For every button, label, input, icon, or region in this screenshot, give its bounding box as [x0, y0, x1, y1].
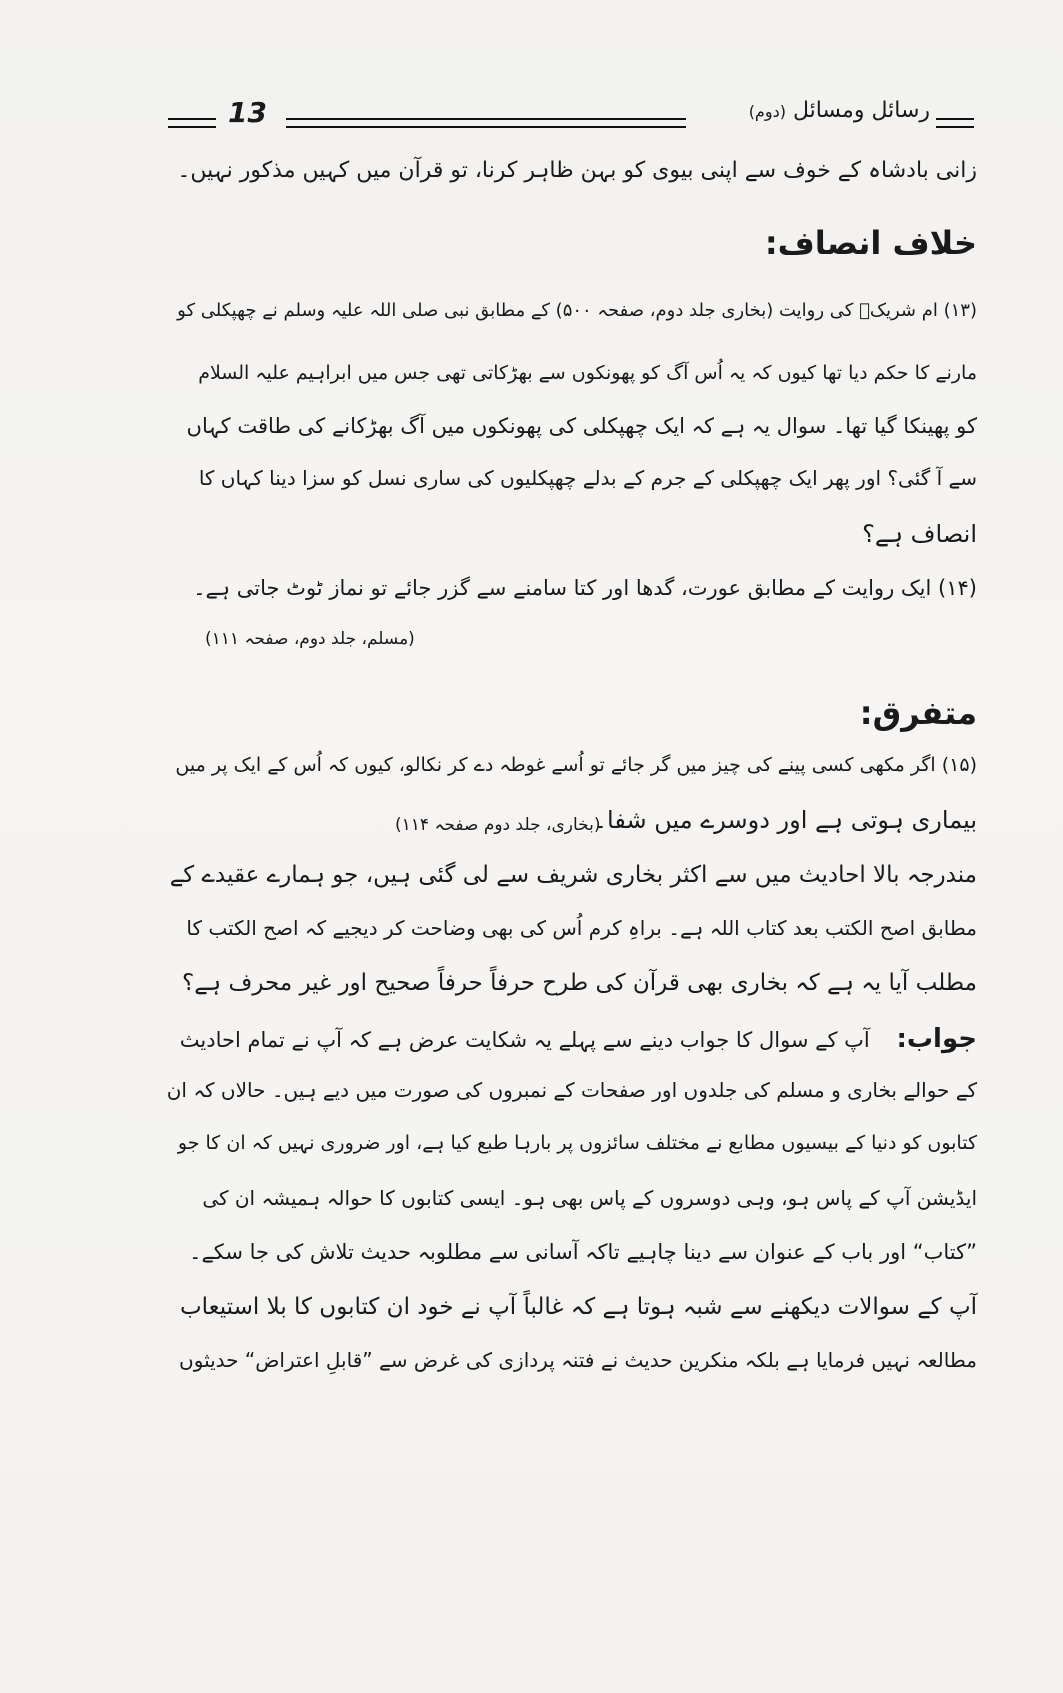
- text-line: آپ کے سوالات دیکھنے سے شبہ ہوتا ہے کہ غالباً آپ نے خود ان کتابوں کا بلا استیعاب: [179, 1294, 977, 1320]
- text-line: کے حوالے بخاری و مسلم کی جلدوں اور صفحات کے نمبروں کی صورت میں دیے ہیں۔ حالاں کہ ان: [166, 1078, 977, 1102]
- citation: (بخاری، جلد دوم صفحہ ۱۱۴): [395, 815, 601, 835]
- text-line: ”کتاب“ اور باب کے عنوان سے دینا چاہیے تاکہ آسانی سے مطلوبہ حدیث تلاش کی جا سکے۔: [189, 1240, 977, 1264]
- header-rule-left: [168, 118, 216, 128]
- text-line: مطالعہ نہیں فرمایا ہے بلکہ منکرین حدیث نے فتنہ پردازی کی غرض سے ”قابلِ اعتراض“ حدیثوں: [179, 1348, 977, 1372]
- book-title-text: رسائل ومسائل: [792, 98, 930, 123]
- text-line: مطلب آیا یہ ہے کہ بخاری بھی قرآن کی طرح حرفاً حرفاً صحیح اور غیر محرف ہے؟: [182, 970, 977, 996]
- book-title: [749, 98, 930, 123]
- text-line: زانی بادشاہ کے خوف سے اپنی بیوی کو بہن ظاہر کرنا، تو قرآن میں کہیں مذکور نہیں۔: [177, 158, 977, 183]
- text-line: (۱۴) ایک روایت کے مطابق عورت، گدھا اور کتا سامنے سے گزر جائے تو نماز ٹوٹ جاتی ہے۔: [193, 576, 977, 600]
- section-heading-injustice: خلاف انصاف:: [764, 224, 977, 262]
- text-line: کو پھینکا گیا تھا۔ سوال یہ ہے کہ ایک چھپکلی کی پھونکوں میں آگ بھڑکانے کی طاقت کہاں: [186, 414, 977, 438]
- answer-label: جواب:: [896, 1024, 977, 1054]
- text-line: مطابق اصح الکتب بعد کتاب اللہ ہے۔ براہِ کرم اُس کی بھی وضاحت کر دیجیے کہ اصح الکتب کا: [186, 916, 977, 940]
- header-rule-middle: [286, 118, 686, 128]
- volume-label: (دوم): [748, 102, 786, 121]
- text-line: بیماری ہوتی ہے اور دوسرے میں شفا۔: [592, 806, 977, 834]
- text-line: (۱۳) ام شریکؓ کی روایت (بخاری جلد دوم، صفحہ ۵۰۰) کے مطابق نبی صلی اللہ علیہ وسلم نے چھپکلی کو: [177, 300, 977, 321]
- text-line: سے آ گئی؟ اور پھر ایک چھپکلی کے جرم کے بدلے چھپکلیوں کی ساری نسل کو سزا دینا کہاں کا: [198, 466, 977, 490]
- section-heading-miscellaneous: متفرق:: [859, 694, 977, 732]
- text-line: مندرجہ بالا احادیث میں سے اکثر بخاری شریف سے لی گئی ہیں، جو ہمارے عقیدے کے: [169, 862, 977, 888]
- text-line: انصاف ہے؟: [862, 520, 977, 548]
- citation: (مسلم، جلد دوم، صفحہ ۱۱۱): [205, 629, 415, 649]
- text-line: (۱۵) اگر مکھی کسی پینے کی چیز میں گر جائے تو اُسے غوطہ دے کر نکالو، کیوں کہ اُس کے ایک پر میں: [175, 754, 977, 776]
- text-line: کتابوں کو دنیا کے بیسیوں مطابع نے مختلف سائزوں پر بارہا طبع کیا ہے، اور ضروری نہیں کہ ان کا جو: [177, 1132, 977, 1154]
- page-header: [168, 96, 974, 134]
- header-rule-right: [936, 118, 974, 128]
- answer-line: [180, 1024, 977, 1054]
- page-number: 13: [228, 96, 267, 129]
- text-line: مارنے کا حکم دیا تھا کیوں کہ یہ اُس آگ کو پھونکوں سے بھڑکاتی تھی جس میں ابراہیم علیہ السلام: [198, 362, 977, 384]
- answer-text: آپ کے سوال کا جواب دینے سے پہلے یہ شکایت عرض ہے کہ آپ نے تمام احادیث: [179, 1028, 870, 1052]
- text-line: ایڈیشن آپ کے پاس ہو، وہی دوسروں کے پاس بھی ہو۔ ایسی کتابوں کا حوالہ ہمیشہ ان کی: [202, 1186, 977, 1210]
